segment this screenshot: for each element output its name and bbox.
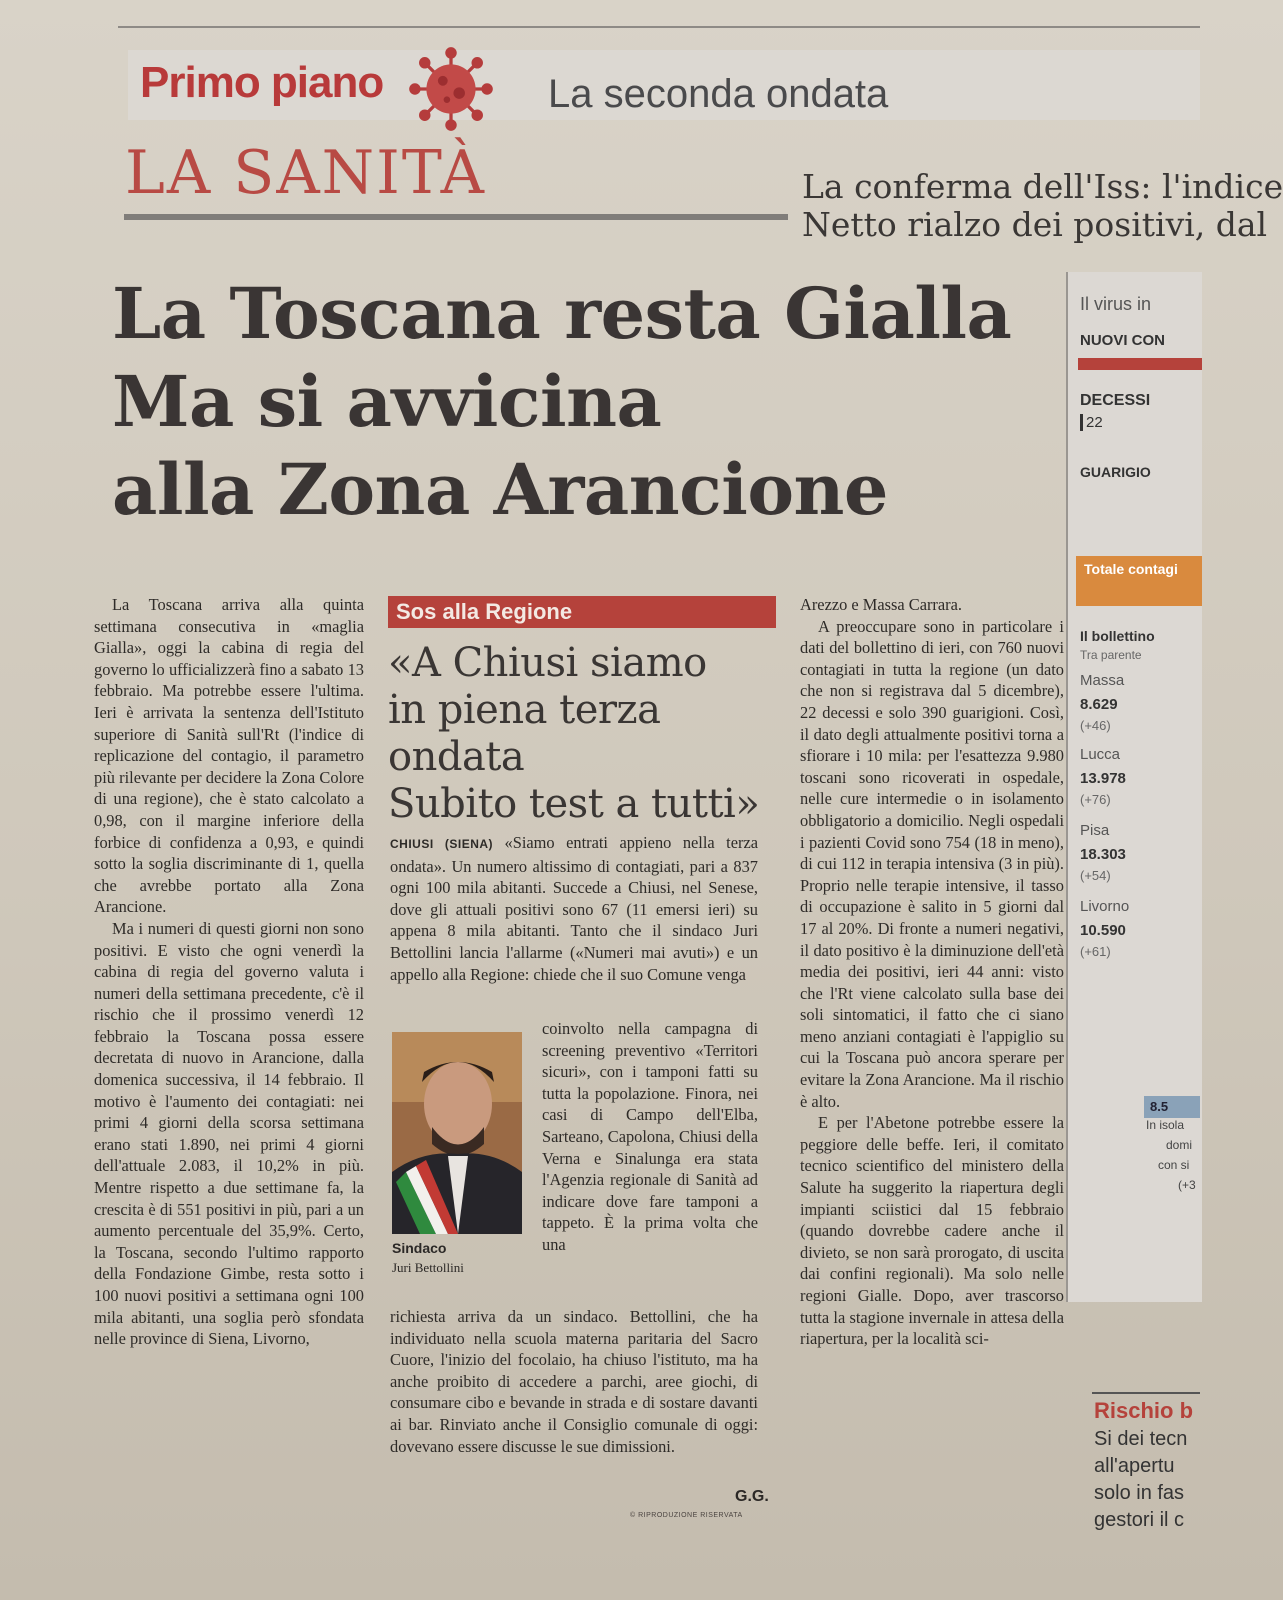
bulletin-note: Tra parente bbox=[1080, 648, 1142, 662]
side-story-text bbox=[1094, 1426, 1200, 1534]
article-column-1 bbox=[94, 594, 364, 1350]
isolation-line: (+3 bbox=[1178, 1178, 1196, 1192]
deck-line: Netto rialzo dei positivi, dal bbox=[802, 205, 1268, 244]
headline-line: La Toscana resta Gialla bbox=[112, 272, 1012, 355]
quote-line: «A Chiusi siamo bbox=[388, 640, 707, 686]
province-name: Lucca bbox=[1080, 746, 1121, 763]
headline-line: Ma si avvicina bbox=[112, 360, 662, 443]
paragraph: Ma i numeri di questi giorni non sono positivi. E visto che ogni venerdì la cabina di regia del governo valuta i numeri della settimana precedente, c'è il rischio che il prossimo venerdì 12 febbraio la Toscana possa essere decretata di nuovo in Arancione, dalla domenica successiva, il 14 febbraio. Il motivo è l'aumento dei contagiati: nei primi 4 giorni della scorsa settimana erano stati 1.890, nei primi 4 giorni dell'attuale 2.083, il 10,2% in più. Mentre rispetto a due settimane fa, la crescita è di 551 positivi in più, pari a un aumento percentuale del 35,9%. Certo, la Toscana, secondo l'ultimo rapporto della Fondazione Gimbe, resta sotto i 100 nuovi positivi a settimana ogni 100 mila abitanti, una soglia però sfondata nelle province di Siena, Livorno, bbox=[94, 918, 364, 1349]
recoveries-label: GUARIGIO bbox=[1080, 464, 1151, 480]
province-value: 10.590 bbox=[1080, 922, 1126, 939]
province-value: 18.303 bbox=[1080, 846, 1126, 863]
deck bbox=[802, 168, 1283, 244]
box-text-1 bbox=[390, 832, 758, 985]
new-cases-label: NUOVI CON bbox=[1080, 332, 1166, 349]
headline bbox=[112, 270, 1011, 534]
side-story-rule bbox=[1092, 1392, 1200, 1394]
sidebar-title: Il virus in bbox=[1080, 294, 1152, 314]
side-story-line: Si dei tecn bbox=[1094, 1428, 1188, 1450]
box-text-3: richiesta arriva da un sindaco. Bettollini, che ha individuato nella scuola materna paritaria del Sacro Cuore, l'inizio del focolaio, ha chiuso l'istituto, ma ha anche proibito di accedere a parchi, aree giochi, di consumare cibo e bevande in strada e di sostare davanti ai bar. Rinviato anche il Consiglio comunale di oggi: dovevano essere discusse le sue dimissioni. bbox=[390, 1307, 758, 1456]
total-cases-label: Totale contagi bbox=[1076, 556, 1202, 606]
top-rule bbox=[118, 26, 1200, 28]
province-name: Pisa bbox=[1080, 822, 1110, 839]
side-story-line: all'apertu bbox=[1094, 1455, 1175, 1477]
deck-line: La conferma dell'Iss: l'indice bbox=[802, 167, 1283, 206]
topic-rule bbox=[124, 214, 788, 220]
headline-line: alla Zona Arancione bbox=[112, 448, 888, 531]
section-topic: LA SANITÀ bbox=[125, 138, 486, 208]
dateline: CHIUSI (SIENA) bbox=[390, 837, 494, 851]
paragraph: A preoccupare sono in particolare i dati del bollettino di ieri, con 760 nuovi contagiati in tutta la regione (un dato che non si registrava dal 5 dicembre), 22 decessi e solo 390 guarigioni. Così, il dato degli attualmente positivi torna a sfiorare i 10 mila: per l'esattezza 9.980 toscani sono ricoverati in ospedale, nelle cure intermedie o in isolamento obbligatorio a domicilio. Negli ospedali i pazienti Covid sono 754 (18 in meno), di cui 112 in terapia intensiva (3 in più). Proprio nelle terapie intensive, il tasso di occupazione è salito in 5 giorni dal 17 al 20%. Di fronte a numeri negativi, il dato positivo è la diminuzione dell'età media dei positivi, ieri 44 anni: visto che l'Rt viene calcolato sulla base dei soli sintomatici, il fatto che ci siano meno anziani contagiati è l'appiglio su cui la Toscana può ancora sperare per evitare la Zona Arancione. Ma il rischio è alto. bbox=[800, 616, 1064, 1111]
article-column-3 bbox=[800, 594, 1064, 1350]
bulletin-label: Il bollettino bbox=[1080, 628, 1155, 644]
province-delta: (+61) bbox=[1080, 944, 1111, 959]
province-value: 8.629 bbox=[1080, 696, 1118, 713]
photo-caption-title: Sindaco bbox=[392, 1240, 447, 1256]
box-label: Sos alla Regione bbox=[388, 596, 776, 628]
box-quote bbox=[388, 640, 783, 828]
province-delta: (+54) bbox=[1080, 868, 1111, 883]
box-paragraph: «Siamo entrati appieno nella terza ondata». Un numero altissimo di contagiati, pari a 837 ogni 100 mila abitanti. Succede a Chiusi, nel Senese, dove gli attuali positivi sono 67 (11 emersi ieri) su appena 8 mila abitanti. Tanto che il sindaco Juri Bettollini lancia l'allarme («Numeri mai avuti») e un appello alla Regione: chiede che il suo Comune venga bbox=[390, 833, 758, 984]
isolation-value: 8.5 bbox=[1144, 1096, 1200, 1118]
quote-line: in piena terza ondata bbox=[388, 687, 661, 780]
stats-sidebar bbox=[1066, 272, 1202, 1302]
deaths-value: 22 bbox=[1080, 414, 1103, 431]
section-kicker: Primo piano bbox=[140, 58, 384, 107]
side-story-line: solo in fas bbox=[1094, 1482, 1185, 1504]
isolation-line: con si bbox=[1158, 1158, 1190, 1172]
paragraph: E per l'Abetone potrebbe essere la peggiore delle beffe. Ieri, il comitato tecnico scientifico del ministero della Salute ha suggerito la riapertura degli impianti sciistici dal 15 febbraio (quando dovrebbe cadere anche il divieto, se non sarà prorogato, di uscita dai confini regionali). Ma solo nelle regioni Gialle. Dopo, aver trascorso tutta la stagione invernale in attesa della riapertura, per la località sci- bbox=[800, 1113, 1064, 1349]
province-name: Massa bbox=[1080, 672, 1125, 689]
province-delta: (+76) bbox=[1080, 792, 1111, 807]
province-name: Livorno bbox=[1080, 898, 1130, 915]
side-story-title: Rischio b bbox=[1094, 1398, 1194, 1423]
new-cases-bar bbox=[1078, 358, 1202, 370]
quote-line: Subito test a tutti» bbox=[388, 781, 760, 827]
province-delta: (+46) bbox=[1080, 718, 1111, 733]
province-value: 13.978 bbox=[1080, 770, 1126, 787]
photo-caption-name: Juri Bettollini bbox=[392, 1260, 464, 1275]
copyright-notice: © RIPRODUZIONE RISERVATA bbox=[630, 1512, 743, 1519]
isolation-line: In isola bbox=[1146, 1118, 1185, 1132]
signature: G.G. bbox=[735, 1488, 769, 1505]
deaths-label: DECESSI bbox=[1080, 392, 1151, 409]
box-text-2: coinvolto nella campagna di screening preventivo «Territori sicuri», con i tamponi fatti su tutta la popolazione. Finora, nei casi di Campo dell'Elba, Sarteano, Capolona, Chiusi della Verna e Sinalunga era stata l'Agenzia regionale di Sanità ad indicare dove fare tamponi a tappeto. È la prima volta che una bbox=[542, 1019, 758, 1254]
paragraph: Arezzo e Massa Carrara. bbox=[800, 595, 962, 614]
isolation-line: domi bbox=[1166, 1138, 1193, 1152]
side-story-line: gestori il c bbox=[1094, 1509, 1185, 1531]
mayor-photo bbox=[392, 1032, 522, 1234]
paragraph: La Toscana arriva alla quinta settimana consecutiva in «maglia Gialla», oggi la cabina di regia del governo lo ufficializzerà fino a sabato 13 febbraio. Ma potrebbe essere l'ultima. Ieri è arrivata la sentenza dell'Istituto superiore di Sanità sull'Rt (l'indice di replicazione del contagio, il parametro più rilevante per decidere la Zona Colore di una regione), che è stato calcolato a 0,98, con il margine inferiore della forbice di confidenza a 0,93, e quindi sotto la soglia discriminante di 1, quella che avrebbe portato alla Zona Arancione. bbox=[94, 595, 364, 917]
coronavirus-icon bbox=[410, 48, 492, 130]
section-subkicker: La seconda ondata bbox=[548, 72, 889, 116]
